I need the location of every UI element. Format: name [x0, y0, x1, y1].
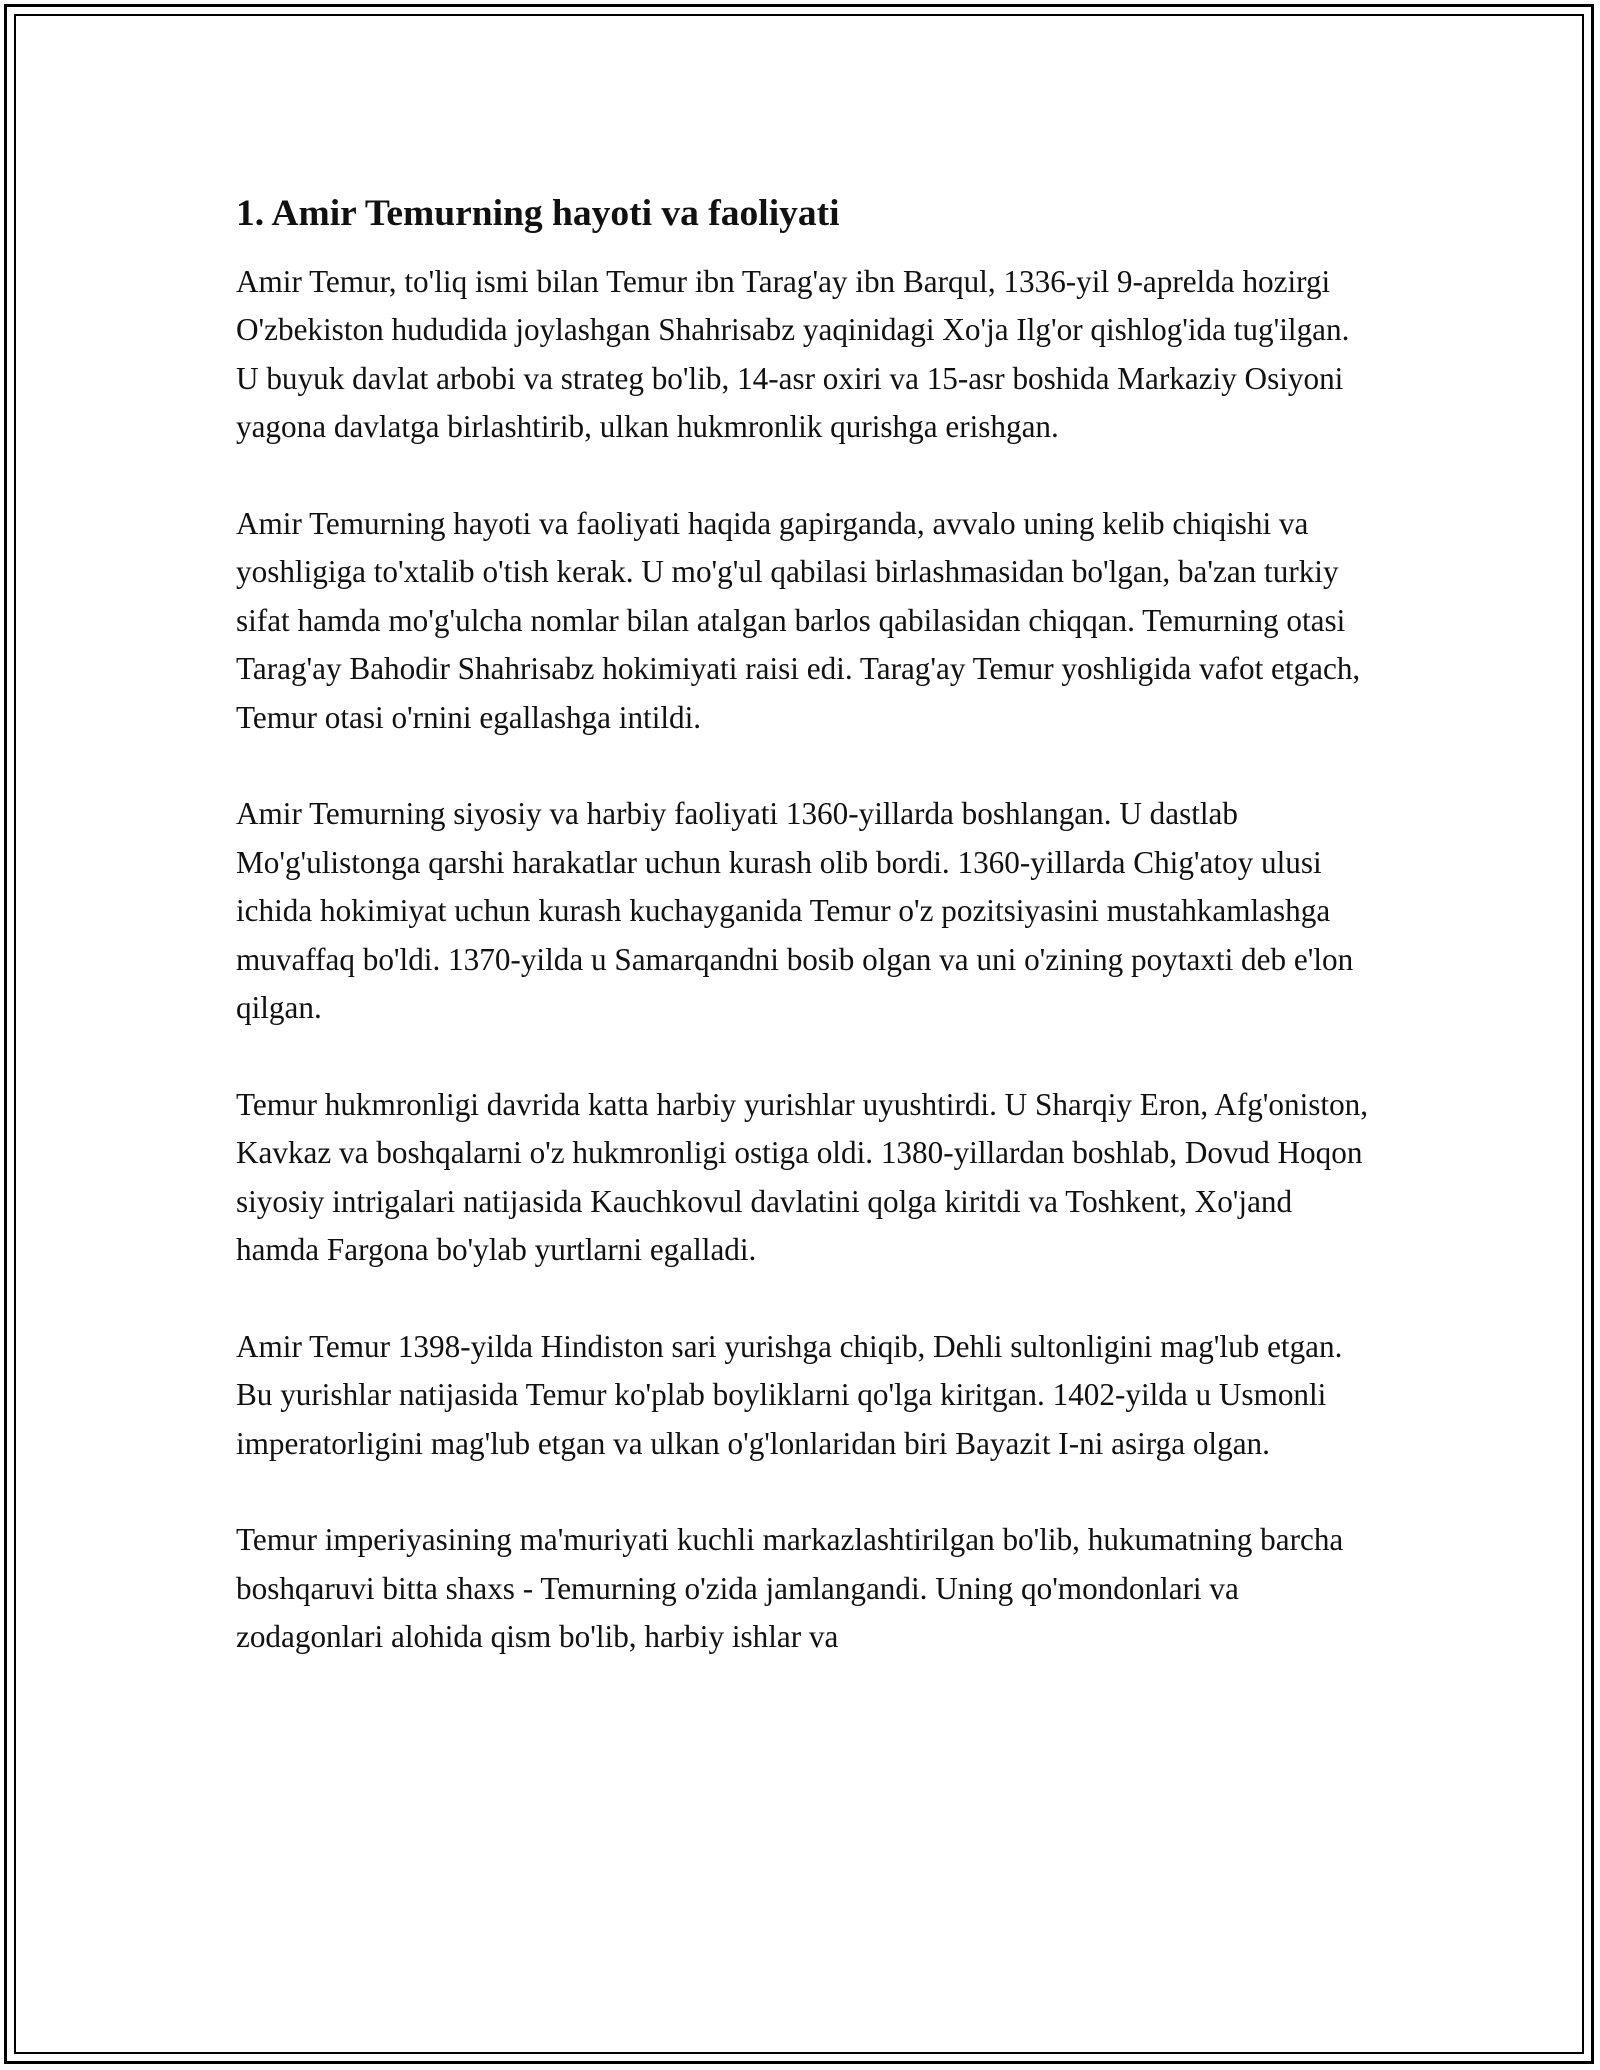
paragraph-6: Temur imperiyasining ma'muriyati kuchli markazlashtirilgan bo'lib, hukumatning barcha boshqaruvi bitta shaxs - Temurning o'zida jamlangandi. Uning qo'mondonlari va zodagonlari alohida qism bo'lib, harbiy ishlar va [236, 1522, 1344, 1655]
paragraph-1: Amir Temur, to'liq ismi bilan Temur ibn Tarag'ay ibn Barqul, 1336-yil 9-aprelda hozirgi O'zbekiston hududida joylashgan Shahrisabz yaqinidagi Xo'ja Ilg'or qishlog'ida tug'ilgan. U buyuk davlat arbobi va strateg bo'lib, 14-asr oxiri va 15-asr boshida Markaziy Osiyoni yagona davlatga birlashtirib, ulkan hukmronlik qurishga erishgan. [236, 264, 1350, 445]
document-title: 1. Amir Temurning hayoti va faoliyati [236, 193, 840, 234]
paragraph-3: Amir Temurning siyosiy va harbiy faoliyati 1360-yillarda boshlangan. U dastlab Mo'g'ulistonga qarshi harakatlar uchun kurash olib bordi. 1360-yillarda Chig'atoy ulusi ichida hokimiyat uchun kurash kuchayganida Temur o'z pozitsiyasini mustahkamlashga muvaffaq bo'ldi. 1370-yilda u Samarqandni bosib olgan va uni o'zining poytaxti deb e'lon qilgan. [236, 796, 1354, 1026]
paragraph-5: Amir Temur 1398-yilda Hindiston sari yurishga chiqib, Dehli sultonligini mag'lub etgan. Bu yurishlar natijasida Temur ko'plab boyliklarni qo'lga kiritgan. 1402-yilda u Usmonli imperatorligini mag'lub etgan va ulkan o'g'lonlaridan biri Bayazit I-ni asirga olgan. [236, 1328, 1343, 1461]
paragraph-4: Temur hukmronligi davrida katta harbiy yurishlar uyushtirdi. U Sharqiy Eron, Afg'oniston, Kavkaz va boshqalarni o'z hukmronligi ostiga oldi. 1380-yillardan boshlab, Dovud Hoqon siyosiy intrigalari natijasida Kauchkovul davlatini qolga kiritdi va Toshkent, Xo'jand hamda Fargona bo'ylab yurtlarni egalladi. [236, 1086, 1369, 1268]
paragraph-2: Amir Temurning hayoti va faoliyati haqida gapirganda, avvalo uning kelib chiqishi va yoshligiga to'xtalib o'tish kerak. U mo'g'ul qabilasi birlashmasidan bo'lgan, ba'zan turkiy sifat hamda mo'g'ulcha nomlar bilan atalgan barlos qabilasidan chiqqan. Temurning otasi Tarag'ay Bahodir Shahrisabz hokimiyati raisi edi. Tarag'ay Temur yoshligida vafot etgach, Temur otasi o'rnini egallashga intildi. [236, 506, 1361, 735]
document-body [236, 186, 1370, 1710]
